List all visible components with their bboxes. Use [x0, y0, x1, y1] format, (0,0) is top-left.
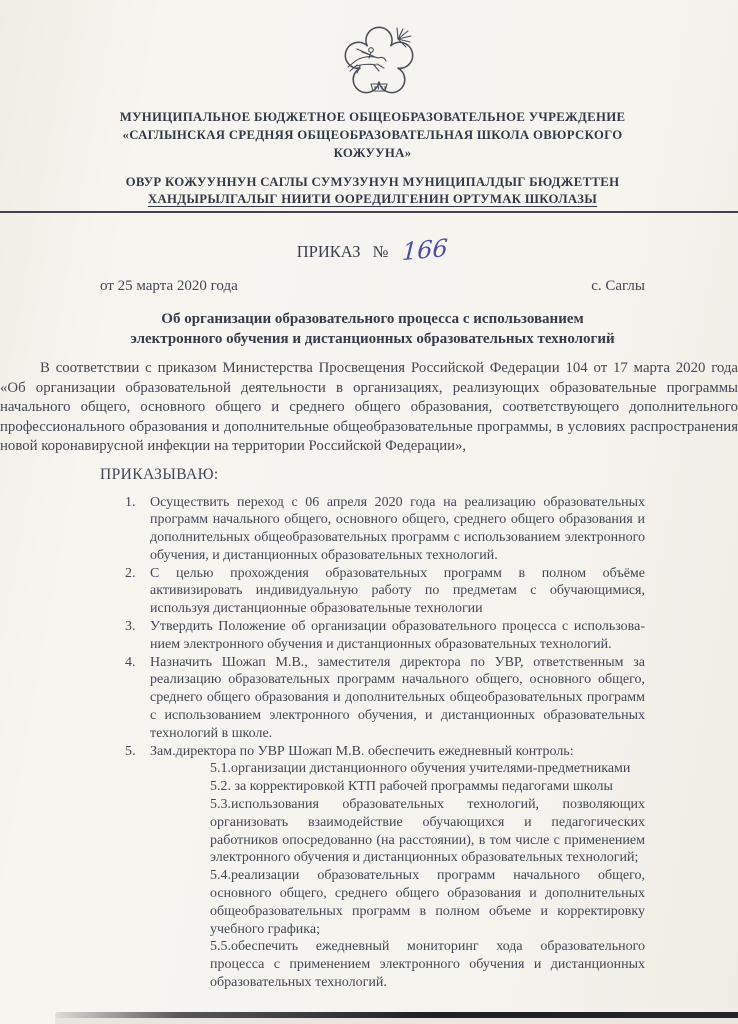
subitem-text: реализации образовательных программ начального общего, основного общего, среднего общего образования и дополнительных общеобразовательных программ в полном объеме и корректировку учебного графика; — [210, 868, 645, 937]
order-items-list — [100, 494, 645, 992]
subitem-text: за корректировкой КТП рабочей программы педагогами школы — [231, 779, 613, 795]
scanner-edge-area — [55, 1018, 738, 1024]
order-meta-row — [100, 276, 645, 297]
tuva-flower-horseman-emblem-icon — [327, 24, 431, 102]
item-number: 2. — [125, 565, 136, 581]
org-name-tuva-line2: ХАНДЫРЫЛГАЛЫГ НИИТИ ООРЕДИЛГЕНИН ОРТУМАК ШКОЛАЗЫ — [147, 192, 598, 206]
order-place: с. Саглы — [591, 278, 645, 294]
item-number: 4. — [125, 654, 136, 670]
org-name-tuvan — [100, 174, 645, 208]
org-name-ru-line1: МУНИЦИПАЛЬНОЕ БЮДЖЕТНОЕ ОБЩЕОБРАЗОВАТЕЛЬНОЕ УЧРЕЖДЕНИЕ — [119, 110, 626, 124]
org-name-tuva-line1: ОВУР КОЖУУННУН САГЛЫ СУМУЗУНУН МУНИЦИПАЛДЫГ БЮДЖЕТТЕН — [125, 175, 620, 189]
preamble-paragraph: В соответствии с приказом Министерства Просвещения Российской Федерации 104 от 17 марта 2020 года «Об организации образовательной деятельности в организациях, реализующих образовательные программы начального общего, основного общего и среднего общего образования, соответствующего дополнительного профессионального образования и дополнительные общеобразовательные программы, в условиях распространения новой коронавирусной инфекции на территории Российской Федерации», — [0, 360, 738, 454]
item-number: 3. — [125, 619, 136, 635]
decree-word: ПРИКАЗЫВАЮ: — [100, 465, 219, 483]
item-text: С целью прохождения образовательных программ в полном объёме активизировать индивидуальную работу по предметам с обучающимися, используя дистанционные образовательные технологии — [150, 565, 645, 617]
item-text: Зам.директора по УВР Шожап М.В. обеспечить ежедневный контроль: — [150, 743, 574, 759]
order-subitem-5-1 — [210, 760, 645, 778]
order-item-3 — [100, 618, 645, 654]
subitem-number: 5.5. — [210, 939, 231, 955]
header-divider-rule — [0, 211, 738, 213]
order-subitem-5-2 — [210, 778, 645, 796]
item-text: Осуществить переход с 06 апреля 2020 года на реализацию образовательных программ начального общего, основного общего, среднего общего образования и дополнительных общеобразовательных программ с использованием электронного обучения, и дистанционных образовательных технологий. — [150, 494, 645, 563]
order-item-5 — [100, 743, 645, 992]
order-item-5-subitems — [210, 760, 645, 991]
order-date: от 25 марта 2020 года — [100, 278, 238, 294]
order-subitem-5-3 — [210, 796, 645, 867]
subitem-number: 5.1. — [210, 761, 231, 777]
item-text: Утвердить Положение об организации образовательного процесса с использова-нием электронного обучения и дистанционных образовательных технологий. — [150, 619, 645, 652]
scanner-edge-shadow — [55, 1012, 738, 1018]
org-name-ru-line2: «САГЛЫНСКАЯ СРЕДНЯЯ ОБЩЕОБРАЗОВАТЕЛЬНАЯ ШКОЛА ОВЮРСКОГО КОЖУУНА» — [122, 128, 623, 160]
subitem-text: обеспечить ежедневный мониторинг хода образовательного процесса с применением электронного обучения и дистанционных образовательных технологий. — [210, 939, 645, 991]
order-item-4 — [100, 654, 645, 743]
subitem-number: 5.4. — [210, 868, 231, 884]
order-heading — [100, 233, 645, 267]
item-text: Назначить Шожап М.В., заместителя директора по УВР, ответственным за реализацию образовательных программ начального общего, основного общего, среднего общего образования и дополнительных общеобразовательных программ с использованием электронного обучения, и дистанционных образовательных технологий в школе. — [150, 654, 645, 741]
order-title: Об организации образовательного процесса с использованием электронного обучения и дистанционных образовательных технологий — [130, 311, 615, 347]
item-number: 5. — [125, 743, 136, 759]
subitem-number: 5.3. — [210, 797, 231, 813]
order-subitem-5-5 — [210, 938, 645, 991]
order-item-1 — [100, 494, 645, 565]
subitem-number: 5.2. — [210, 779, 231, 795]
order-subitem-5-4 — [210, 867, 645, 938]
order-number-handwritten: 166 — [401, 233, 449, 267]
order-label: ПРИКАЗ № — [296, 242, 389, 261]
item-number: 1. — [125, 494, 136, 510]
org-name-russian — [100, 108, 645, 162]
subitem-text: использования образовательных технологий, позволяющих организовать взаимодействие обучающихся и педагогических работников опосредованно (на расстоянии), в том числе с применением электронного обучения и дистанционных образовательных технологий; — [210, 797, 645, 866]
order-item-2 — [100, 565, 645, 618]
subitem-text: организации дистанционного обучения учителями-предметниками — [231, 761, 631, 777]
